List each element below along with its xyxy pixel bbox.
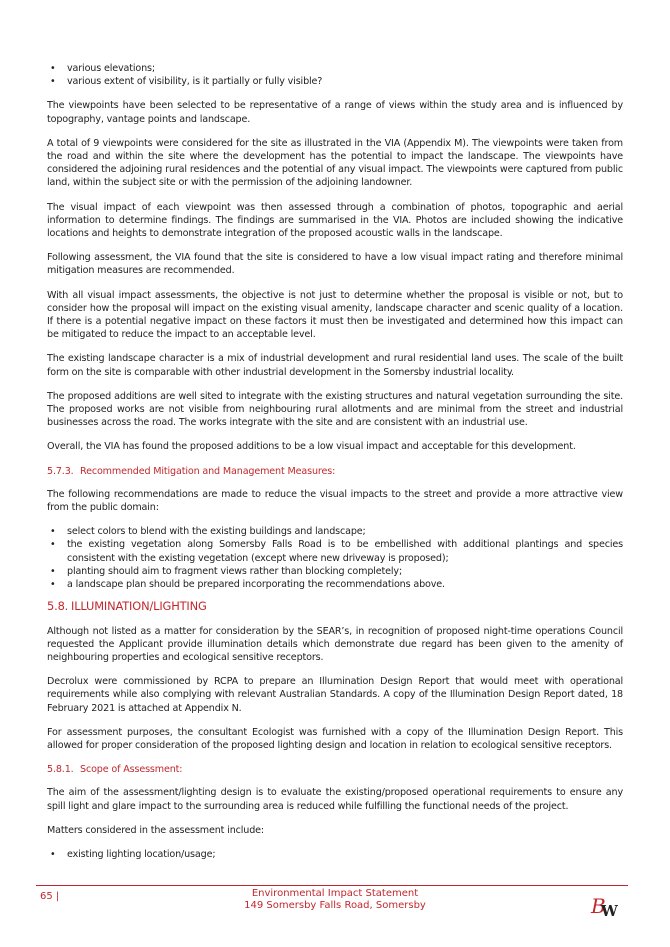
elevation-bullet-list: [47, 62, 623, 88]
paragraph: Overall, the VIA has found the proposed additions to be a low visual impact and acceptable for this development.: [47, 441, 576, 453]
list-item: • a landscape plan should be prepared incorporating the recommendations above.: [47, 578, 623, 591]
paragraph: The proposed additions are well sited to integrate with the existing structures and natural vegetation surrounding the site. The proposed works are not visible from neighbouring rural allotments and are minimal from the street and industrial businesses across the road. The works integrate with the site and are consistent with an industrial use.: [47, 390, 623, 429]
page-body: [47, 62, 623, 870]
section-title: ILLUMINATION/LIGHTING: [71, 599, 207, 614]
mitigation-bullet-list: [47, 525, 623, 591]
svg-text:B: B: [591, 894, 606, 918]
section-heading-5-8: [47, 600, 623, 613]
paragraph: Following assessment, the VIA found that the site is considered to have a low visual impact rating and therefore minimal mitigation measures are recommended.: [47, 252, 623, 277]
section-number: 5.8.: [47, 599, 69, 614]
list-item: • various elevations;: [47, 62, 623, 75]
list-item: • planting should aim to fragment views rather than blocking completely;: [47, 565, 623, 578]
paragraph: The visual impact of each viewpoint was then assessed through a combination of photos, topographic and aerial information to determine findings. The findings are summarised in the VIA. Photos are included showing the indicative locations and heights to demonstrate integration of the proposed acoustic walls in the landscape.: [47, 201, 623, 240]
list-item: • the existing vegetation along Somersby Falls Road is to be embellished with additional plantings and species consistent with the existing vegetation (except where new driveway is proposed);: [47, 538, 623, 564]
section-heading-5-8-1: [47, 763, 623, 776]
paragraph: The following recommendations are made to reduce the visual impacts to the street and provide a more attractive view from the public domain:: [47, 488, 623, 514]
footer-line-1: Environmental Impact Statement: [251, 888, 419, 899]
paragraph: Although not listed as a matter for consideration by the SEAR’s, in recognition of proposed night-time operations Council requested the Applicant provide illumination details which demonstrate due regard has been given to the amenity of neighbouring properties and ecological sensitive receptors.: [47, 625, 623, 663]
paragraph: For assessment purposes, the consultant Ecologist was furnished with a copy of the Illumination Design Report. This allowed for proper consideration of the proposed lighting design and location in relation to ecological sensitive receptors.: [47, 726, 623, 751]
footer-line-2: 149 Somersby Falls Road, Somersby: [244, 900, 426, 911]
list-item: • select colors to blend with the existing buildings and landscape;: [47, 525, 623, 538]
section-heading-5-7-3: [47, 465, 623, 478]
svg-text:W: W: [601, 902, 618, 918]
paragraph: With all visual impact assessments, the objective is not just to determine whether the proposal is visible or not, but to consider how the proposal will impact on the existing visual amenity, landscape character and scenic quality of a location. If there is a potential negative impact on these factors it must then be investigated and determined how this impact can be mitigated to reduce the impact to an acceptable level.: [47, 289, 623, 341]
company-logo-icon: [590, 892, 620, 918]
section-number: 5.7.3.: [47, 465, 74, 477]
footer-divider: [36, 885, 628, 886]
paragraph: Decrolux were commissioned by RCPA to prepare an Illumination Design Report that would meet with operational requirements while also complying with relevant Australian Standards. A copy of the Illumination Design Report dated, 18 February 2021 is attached at Appendix N.: [47, 676, 623, 714]
paragraph: A total of 9 viewpoints were considered for the site as illustrated in the VIA (Appendix M). The viewpoints were taken from the road and within the site where the development has the potential to impact the landscape. The viewpoints have considered the adjoining rural residences and the potential of any visual impact. The viewpoints were captured from public land, within the subject site or with the permission of the adjoining landowner.: [47, 137, 623, 189]
section-number: 5.8.1.: [47, 764, 74, 776]
paragraph: The existing landscape character is a mix of industrial development and rural residential land uses. The scale of the built form on the site is comparable with other industrial development in the Somersby industrial locality.: [47, 353, 623, 378]
footer-title: [0, 888, 670, 912]
assessment-bullet-list: [47, 848, 623, 861]
list-item: • existing lighting location/usage;: [47, 848, 623, 861]
paragraph: The aim of the assessment/lighting design is to evaluate the existing/proposed operational requirements to ensure any spill light and glare impact to the surrounding area is reduced while fulfilling the functional needs of the project.: [47, 787, 623, 812]
paragraph: The viewpoints have been selected to be representative of a range of views within the study area and is influenced by topography, vantage points and landscape.: [47, 100, 623, 125]
list-item: • various extent of visibility, is it partially or fully visible?: [47, 75, 623, 88]
section-title: Scope of Assessment:: [80, 764, 183, 776]
page-number: 65 |: [40, 891, 60, 902]
section-title: Recommended Mitigation and Management Measures:: [80, 465, 336, 477]
paragraph: Matters considered in the assessment include:: [47, 824, 264, 836]
